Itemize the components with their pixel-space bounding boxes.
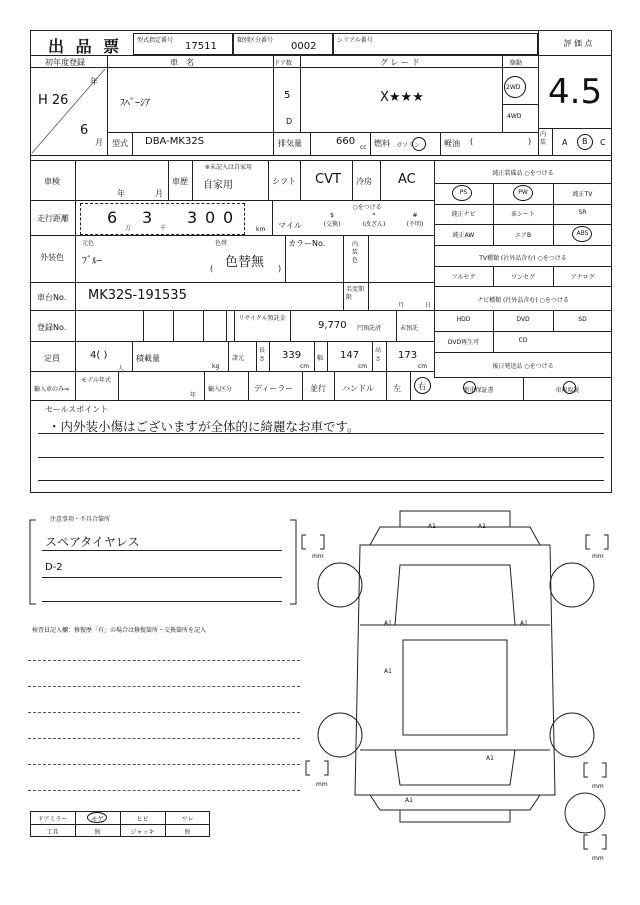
width-label: 幅: [317, 355, 324, 362]
height-value: 173: [398, 350, 418, 361]
damage-mark-front-left: A1: [428, 523, 436, 530]
drive-2wd: 2WD: [506, 84, 521, 91]
genuine-equipment-title: 純正装備品 ○をつける: [492, 170, 554, 177]
mileage-digit-2: 3: [142, 208, 153, 227]
model-value: DBA-MK32S: [145, 136, 205, 147]
equip-ps: PS: [459, 189, 468, 196]
handle-left: 左: [393, 384, 401, 393]
inspection-year-unit: 年: [117, 189, 125, 198]
sales-point-label: セールスポイント: [45, 405, 109, 414]
displacement-label: 排気量: [278, 139, 302, 148]
equip-airbag: エアB: [514, 232, 532, 239]
model-year-label: モデル年式: [81, 377, 111, 384]
interior-a: A: [562, 138, 568, 147]
import-label: 輸入車のみ⇒: [34, 386, 70, 393]
km-unit: km: [256, 226, 266, 233]
manual-circle: [563, 381, 576, 394]
height-label: 高さ: [375, 347, 382, 363]
tv-type-title: TV種類 (社外品含む) ○をつける: [479, 255, 567, 262]
navi-sd: SD: [578, 316, 587, 323]
notes-label: 注意事項・不具合箇所: [50, 516, 111, 523]
later-items-title: 後日発送品 ○をつける: [492, 363, 554, 370]
grade-label: グ レ ー ド: [380, 58, 420, 67]
mileage-digit-1: 6: [107, 208, 118, 227]
car-name-value: ｽﾍﾟｰｼｱ: [120, 98, 150, 109]
tools-value: 無: [94, 829, 101, 836]
first-reg-label: 初年度登録: [45, 58, 85, 67]
drive-label: 駆動: [510, 60, 523, 67]
import-parallel: 並行: [310, 384, 326, 393]
jack-value: 無: [184, 829, 191, 836]
damage-mark-left-door-front: A1: [384, 620, 392, 627]
interior-b: B: [582, 137, 588, 146]
inspection-month-unit: 月: [155, 189, 163, 198]
mm-rear-right: mm: [592, 783, 604, 790]
ac-label: 冷房: [356, 177, 372, 186]
recycle-label: リサイクル預託金: [238, 315, 286, 322]
title-exp-label: 名変期限: [346, 286, 365, 301]
orig-color-value: ﾌﾞﾙｰ: [82, 256, 102, 267]
history-note: ※未記入は自家用: [205, 164, 253, 171]
mirror-moge: モゲ: [91, 816, 104, 823]
length-label: 長さ: [259, 347, 266, 363]
tv-oneseg: ワンセグ: [510, 274, 535, 281]
exchange-mark: $ (交換): [323, 212, 341, 228]
mileage-man: 万: [125, 225, 132, 232]
chassis-label: 車台No.: [37, 293, 67, 302]
diesel-label: 軽油: [444, 139, 460, 148]
drive-4wd: 4WD: [507, 113, 522, 120]
doors-label: ドア数: [274, 60, 292, 67]
model-year-unit: 年: [190, 392, 197, 399]
navi-type-title: ナビ種類 (社外品含む) ○をつける: [477, 297, 569, 304]
diesel-paren: (: [470, 137, 474, 146]
altered-mark: * (改ざん): [362, 212, 386, 228]
score-value: 4.5: [548, 72, 603, 112]
title-exp-month: 月: [398, 302, 405, 309]
playback-cd: CD: [518, 337, 528, 344]
import-type-label: 輸入区分: [208, 386, 233, 393]
damage-mark-left-door-rear: A1: [384, 668, 392, 675]
title-exp-day: 日: [425, 302, 432, 309]
mm-front-right: mm: [592, 553, 604, 560]
mileage-digit-5: 0: [223, 208, 234, 227]
orig-color-label: 元色: [82, 240, 95, 247]
serial-label: シリアル番号: [337, 37, 373, 44]
kg-unit: kg: [212, 363, 220, 370]
handle-right: 右: [418, 382, 426, 391]
mileage-digit-3: 3: [187, 208, 198, 227]
inspection-label: 車検: [44, 177, 60, 186]
repaint-value: 色替無: [225, 255, 265, 270]
class-no-label: 類別区分番号: [237, 37, 274, 44]
later-warranty: 新車保証書: [463, 387, 494, 394]
damage-mark-right-door-front: A1: [520, 620, 528, 627]
navi-hdd: HDD: [456, 316, 471, 323]
repaint-paren-close: ): [278, 264, 282, 273]
diesel-paren-close: ): [528, 137, 532, 146]
mirror-label: ドアミラー: [37, 816, 68, 823]
equip-pw: PW: [518, 189, 528, 196]
unknown-mark: # (不明): [406, 212, 424, 228]
car-damage-diagram: [300, 505, 620, 865]
color-no-label: カラーNo.: [288, 239, 326, 248]
length-value: 339: [282, 350, 302, 361]
mirror-ware: ワレ: [181, 816, 194, 823]
shift-label: シフト: [272, 177, 296, 186]
type-no-label: 型式指定番号: [137, 37, 174, 44]
import-dealer: ディーラー: [254, 384, 294, 393]
door-type: D: [286, 117, 293, 126]
month-unit: 月: [95, 138, 103, 147]
mileage-sen: 千: [160, 225, 167, 232]
length-unit: cm: [300, 363, 310, 370]
playback-dvd: DVD再生可: [447, 339, 480, 346]
recycle-unit: 円預託済: [357, 325, 382, 332]
equip-leather: 革シート: [510, 211, 535, 218]
damage-mark-rear: A1: [486, 755, 494, 762]
capacity-label: 定員: [44, 354, 60, 363]
width-unit: cm: [358, 363, 368, 370]
circle-note: ○をつける: [352, 204, 382, 211]
inspector-label: 検査員記入欄：修復歴「有」の場合は修復箇所・交換箇所を記入: [32, 627, 207, 634]
sales-point-text: ・内外装小傷はございますが全体的に綺麗なお車です。: [48, 419, 360, 434]
cc-unit: cc: [360, 144, 367, 151]
recycle-unpaid: 未預託: [400, 325, 419, 332]
repaint-paren-open: (: [210, 264, 214, 273]
notes-line-1: スペアタイヤレス: [45, 535, 140, 549]
chassis-value: MK32S-191535: [88, 288, 187, 303]
class-no-value: 0002: [291, 41, 317, 52]
type-no-value: 17511: [185, 41, 217, 52]
width-value: 147: [340, 350, 360, 361]
mile-label: マイル: [278, 221, 302, 230]
interior-c: C: [600, 138, 606, 147]
later-manual: 車両取説: [555, 387, 580, 394]
notes-line-2: D-2: [45, 562, 63, 573]
recycle-amount: 9,770: [318, 320, 347, 331]
equip-genuine-tv: 純正TV: [572, 191, 593, 198]
exterior-label: 外装色: [40, 253, 64, 262]
height-unit: cm: [418, 363, 428, 370]
first-reg-month: 6: [80, 123, 89, 138]
jack-label: ジャッキ: [130, 829, 155, 836]
displacement-value: 660: [336, 136, 356, 147]
tv-analog: アナログ: [570, 274, 595, 281]
year-unit: 年: [90, 77, 98, 86]
load-label: 積載量: [136, 354, 160, 363]
mm-spare: mm: [592, 855, 604, 862]
damage-mark-front-right: A1: [478, 523, 486, 530]
notes-bracket: [28, 518, 298, 608]
navi-dvd: DVD: [516, 316, 530, 323]
fuel-gasoline-circle: [412, 137, 426, 151]
form-title: 出 品 票: [48, 37, 123, 56]
equip-genuine-aw: 純正AW: [452, 232, 475, 239]
reg-no-label: 登録No.: [37, 323, 67, 332]
capacity-value: 4( ): [90, 350, 108, 361]
score-label: 評 価 点: [563, 39, 593, 48]
interior-label: 内装: [540, 131, 547, 146]
fuel-label: 燃料: [374, 139, 390, 148]
interior-color-label: 内装色: [352, 241, 359, 264]
mm-front-left: mm: [312, 553, 324, 560]
doors-value: 5: [284, 90, 291, 101]
shift-value: CVT: [315, 172, 341, 187]
capacity-unit: 人: [118, 365, 125, 372]
mileage-digit-4: 0: [205, 208, 216, 227]
equip-sr: SR: [578, 209, 587, 216]
repaint-label: 色替: [215, 240, 228, 247]
ac-value: AC: [398, 172, 416, 187]
equip-abs: ABS: [576, 230, 589, 237]
first-reg-year: H 26: [38, 93, 69, 108]
warranty-circle: [463, 381, 476, 394]
tv-fullseg: フルセグ: [451, 274, 476, 281]
equip-genuine-navi: 純正ナビ: [451, 211, 476, 218]
damage-mark-rear-bumper: A1: [405, 797, 413, 804]
fuel-gasoline: ガソリン: [396, 142, 421, 149]
model-label: 型式: [112, 139, 128, 148]
moge-circle: [87, 812, 107, 823]
grade-value: X★★★: [380, 90, 424, 105]
car-name-label: 車 名: [170, 58, 194, 67]
mm-rear-left: mm: [316, 781, 328, 788]
tools-label: 工具: [46, 829, 59, 836]
handle-label: ハンドル: [342, 384, 374, 393]
mirror-hibi: ヒビ: [136, 816, 149, 823]
history-label: 車歴: [172, 177, 188, 186]
history-value: 自家用: [203, 180, 233, 191]
dims-label: 諸元: [232, 355, 245, 362]
mileage-label: 走行距離: [37, 214, 69, 223]
